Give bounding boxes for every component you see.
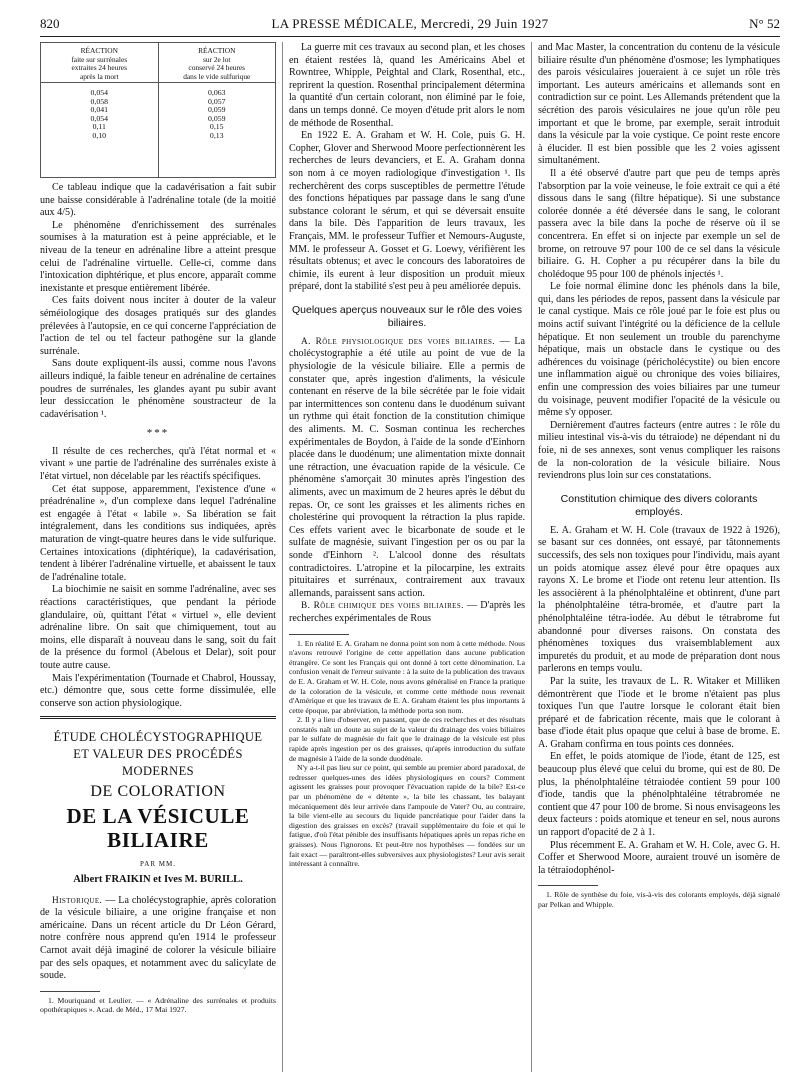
- table-values-right: [159, 83, 276, 141]
- table-cell: 0,041: [90, 105, 109, 115]
- footnote: 1. Rôle de synthèse du foie, vis-à-vis des colorants employés, déjà signalé par Pelkan and Whipple.: [538, 890, 780, 909]
- column-3: [538, 42, 780, 1072]
- article-title-block: [40, 729, 276, 886]
- footnote: 1. Mouriquand et Leulier. — « Adrénaline des surrénales et produits opothérapiques ». Acad. de Méd., 17 Mai 1927.: [40, 995, 276, 1015]
- section-text: — La cholécystographie a été utile au point de vue de la physiologie de la vésicule biliaire. Elle a permis de constater que, après ingestion d'aliments, la vésicule contenant en réserve de la bile sécrétée par le foie vidait par intermittences son contenu dans le duodénum suivant un rythme qui était fonction de la constitution chimique des aliments. M. C. Sosman continua les recherches expérimentales de Boydon, à l'aide de la sonde d'Einhorn placée dans le duodénum; une alimentation mixte donnait une rétraction, une évacuation rapide de la vésicule. Ce phénomène s'amorçait 30 minutes après l'ingestion des aliments, avec un maximum de 2 heures après le début du repas. Or, ce sont les graisses et les aliments riches en cholestérine qui provoquent la rétraction la plus rapide. Ces effets varient avec le bicarbonate de soude et le sulfate de magnésie, suivant l'ingestion per os ou par la sonde d'Einhorn ². L'alcool donne des résultats contradictoires. L'atropine et la pilocarpine, les extraits pituitaires et surrénaux, contrairement aux travaux allemands, paraissent sans action.: [289, 335, 525, 599]
- section-text: — La cholécystographie, après coloration de la vésicule biliaire, a une origine française et non américaine. Dans un récent article du Dr Léon Gérard, notre confrère nous apprend qu'en 1914 le professeur Carnot avait déjà imaginé de colorer la vésicule biliaire par des sels opaques, et notamment avec du salicylate de soude.: [40, 894, 276, 982]
- table-header-left: [41, 43, 158, 83]
- paragraph: En 1922 E. A. Graham et W. H. Cole, puis G. H. Copher, Glover and Sherwood Moore perfectionnèrent les recherches de leurs devanciers, et E. A. Graham donna son nom à ce moyen radiologique d'investigation ¹. Ils recherchèrent des corps susceptibles de permettre l'étude des fonctions hépatiques par passage dans le sang d'une substance colorant le sérum, et qui se déversait ensuite dans la bile. Dès l'apparition de leurs travaux, les Français, MM. le professeur Tuffier et Nemours-Auguste, MM. le professeur A. Gosset et G. Loewy, vérifièrent les résultats obtenus; et avec le concours des laboratoires de chimie, ils eurent à leur disposition un produit mieux préparé, dont la stabilité s'est peu à peu améliorée depuis.: [289, 130, 525, 293]
- paragraph: En effet, le poids atomique de l'iode, étant de 125, est beaucoup plus élevé que celui du brome, qui est de 80. De plus, la phénolphtaléine tétraiodée contient 59 pour 100 d'iode, tandis que la phénolphtaléine tétrabromée ne contient que 47 pour 100 de brome. Si nous envisageons les deux facteurs : poids atomique et teneur en sel, nous aurons un rapport d'opacité de 2 à 1.: [538, 751, 780, 839]
- paragraph: Dernièrement d'autres facteurs (entre autres : le rôle du milieu intestinal vis-à-vis du tétraiode) ne dépendant ni du foie, ni de ses annexes, sont venus compliquer les raisons de la non-coloration de la vésicule biliaire. Nous reviendrons plus loin sur ces constatations.: [538, 419, 780, 482]
- article-authors: Albert FRAIKIN et Ives M. BURILL.: [73, 873, 243, 885]
- paragraph: Il résulte de ces recherches, qu'à l'état normal et « vivant » une partie de l'adrénaline des surrénales existe à l'état virtuel, non décelable par les réactifs spécifiques.: [40, 445, 276, 483]
- column-divider: [282, 42, 283, 1072]
- table-header-line: RÉACTION: [80, 46, 118, 55]
- paragraph: and Mac Master, la concentration du contenu de la vésicule biliaire résulte d'un phénomène d'osmose; les lymphatiques des parois vésiculaires joueraient à ce sujet un rôle très important. Les auteurs américains et allemands sont en contradiction sur ce point. Les Allemands prétendent que la sécrétion des parois vésiculaires ne joue qu'un rôle peu important et que le brome, par exemple, serait introduit dans la vésicule par la voie cystique. Ce point reste encore à élucider. Il est bien possible que les 2 voies agissent simultanément.: [538, 42, 780, 167]
- columns: [40, 42, 780, 1072]
- table-cell: 0,063: [207, 88, 226, 97]
- table-values-left: [41, 83, 158, 141]
- table-header-line: conservé 24 heures: [188, 63, 246, 73]
- footnote: 2. Il y a lieu d'observer, en passant, que de ces recherches et des résultats constatés naît un doute au sujet de la valeur du drainage des voies biliaires par le sulfate de magnésie du fait que le drainage de la vésicule est plus rapide après ingestion per os des graisses, qu'après introduction du sulfate de magnésie à l'aide de la sonde duodénale.: [289, 715, 525, 763]
- paragraph: Par la suite, les travaux de L. R. Witaker et Milliken démontrèrent que l'iode et le brome n'étaient pas plus toxiques l'un que l'autre lorsque le colorant était bien préparé et de fabrication récente, mais que le colorant à base d'iode était plus opaque que celui à base de brome. E. A. Graham confirma en tous points ces données.: [538, 675, 780, 750]
- paragraph: [289, 600, 525, 625]
- footnote-rule: [40, 991, 100, 992]
- footnote-rule: [538, 885, 598, 886]
- paragraph: Ce tableau indique que la cadavérisation a fait subir une baisse considérable à l'adrénaline totale (de la moitié aux 4/5).: [40, 182, 276, 219]
- section-heading: Quelques aperçus nouveaux sur le rôle des voies biliaires.: [292, 303, 522, 329]
- adrenaline-table: [40, 42, 276, 178]
- paragraph: La biochimie ne saisit en somme l'adrénaline, avec ses réactions caractéristiques, que pendant la période glandulaire, où, quittant l'état « virtuel », elle devient adrénaline libre. On sait que chimiquement, tout au moins, elle disparaît à nouveau dans le sang, soit du fait de la présence du formol (Abelous et Delar), soit pour toute autre cause.: [40, 584, 276, 671]
- article-title-line: ÉTUDE CHOLÉCYSTOGRAPHIQUE: [53, 730, 263, 745]
- paragraph: [289, 336, 525, 600]
- journal-title: LA PRESSE MÉDICALE, Mercredi, 29 Juin 1927: [271, 16, 549, 31]
- section-label: B. Rôle chimique des voies biliaires.: [301, 601, 464, 612]
- paragraph: Cet état suppose, apparemment, l'existence d'une « préadrénaline », d'un complexe dans lequel l'adrénaline est engagée à l'état « labile ». Sa libération se fait intégralement, dans les conditions sus indiquées, après maturation de vingt-quatre heures dans le vide sulfurique. Certaines intoxications (diphtérique), la cadavérisation, tendent à libérer l'adrénaline virtuelle, et abaissent le taux de l'adrénaline totale.: [40, 483, 276, 583]
- asterism: ***: [146, 427, 170, 440]
- page-number: 820: [40, 16, 60, 31]
- column-divider: [531, 42, 532, 1072]
- article-title-line: ET VALEUR DES PROCÉDÉS MODERNES: [73, 747, 243, 779]
- paragraph: [40, 895, 276, 983]
- table-column-right: [158, 43, 276, 177]
- article-separator: [40, 716, 276, 719]
- table-cell: 0,054: [90, 88, 109, 97]
- paragraph: Ces faits doivent nous inciter à douter de la valeur séméiologique des dosages pratiqués sur des glandes prélevées à l'autopsie, en ce qui concerne l'appréciation de l'action de tel ou tel facteur pathogène sur la glande surrénale.: [40, 295, 276, 357]
- footnote: 1. En réalité E. A. Graham ne donna point son nom à cette méthode. Nous n'avons retrouvé l'origine de cette appellation dans aucune publication étrangère. Ce sont les Français qui ont donné à tort cette dénomination. La confusion venait de l'erreur suivante : à la suite de la publication des travaux de E. A. Graham et W. H. Cole, nous avons généralisé en France la pratique de la coloration de la vésicule, et comme cette méthode nous revenait d'Amérique et que les travaux de E. A. Graham étaient les plus importants à cette époque, par abréviation, la méthode porta son nom.: [289, 638, 525, 715]
- table-cell: 0,057: [207, 96, 226, 106]
- paragraph: Sans doute expliquent-ils aussi, comme nous l'avons ailleurs indiqué, la faible teneur en adrénaline de certaines poudres de surrénales, les glandes ayant pu subir avant leur dessiccation le phénomène soustracteur de la cadavérisation ¹.: [40, 358, 276, 420]
- table-cell: 0,058: [90, 96, 109, 106]
- table-header-right: [159, 43, 276, 83]
- paragraph: Le foie normal élimine donc les phénols dans la bile, qui, dans les périodes de repos, passent dans la vésicule par le canal cystique. Mais ce rôle joué par le foie est plus ou moins actif suivant l'intégrité ou la déficience de la cellule hépatique. Et non seulement un trouble du parenchyme hépatique, mais un obstacle dans le cystique ou des adhérences du voisinage (péricholécystite) ou bien encore une inflammation aiguë ou chronique des voies biliaires, enfin une compression des voies biliaires par une tumeur du voisinage, peuvent modifier l'opacité de la vésicule ou même s'y opposer.: [538, 281, 780, 419]
- paragraph: E. A. Graham et W. H. Cole (travaux de 1922 à 1926), se basant sur ces données, ont essayé, par tâtonnements successifs, des sels non toxiques pour l'individu, mais ayant un poids atomique assez élevé pour être opaques aux rayons X. Le brome et l'iode ont retenu leur attention. Ils les associèrent à la phénolphtaléine et obtinrent, d'une part la phénolphtaléine tétra-bromée, et d'autre part la phénolphtaléine tétra-iodée. Au début le tétrabrome fut abandonné pour diverses raisons. On constata des phénomènes toxiques dus vraisemblablement aux impuretés du produit, et au mode de préparation dont nous parlerons en temps voulu.: [538, 524, 780, 675]
- table-header-line: extraites 24 heures: [71, 63, 127, 73]
- table-cell: 0,15: [209, 122, 224, 132]
- page-header: [40, 14, 780, 37]
- table-header-line: dans le vide sulfurique: [183, 71, 251, 81]
- table-cell: 0,10: [92, 130, 107, 140]
- table-cell: 0,11: [92, 122, 106, 132]
- article-title-line: DE COLORATION: [90, 783, 226, 801]
- table-column-left: [41, 43, 158, 177]
- section-text: — D'après les recherches expérimentales de Rous: [289, 600, 525, 624]
- section-label: A. Rôle physiologique des voies biliaires.: [301, 336, 496, 347]
- article-title-line: DE LA VÉSICULE BILIAIRE: [66, 804, 250, 853]
- paragraph: Plus récemment E. A. Graham et W. H. Cole, avec G. H. Coffer et Sherwood Moore, auraient trouvé un isomère de la tétraiodophénol-: [538, 839, 780, 876]
- page: [40, 14, 780, 1074]
- table-cell: 0,059: [207, 105, 226, 115]
- table-header-line: après la mort: [79, 71, 119, 81]
- table-header-line: sur 2e lot: [202, 54, 231, 64]
- section-heading: Constitution chimique des divers colorants employés.: [560, 492, 758, 518]
- issue-number: N° 52: [749, 16, 780, 31]
- byline-label: PAR MM.: [140, 860, 176, 869]
- column-1: [40, 42, 276, 1072]
- paragraph: Il a été observé d'autre part que peu de temps après l'absorption par la voie veineuse, le foie extrait ce qui a été dissous dans le sang (filtre hépatique). Si une substance colorée donnée a été déversée dans le sang, le colorant passera avec la bile dans la poche de réserve où il se concentrera. En effet si on injecte par exemple un sel de brome, on retrouve 97 pour 100 de ce sel dans la vésicule biliaire. G. H. Copher a pu récupérer dans la bile du cholédoque 95 pour 100 de phénols injectés ¹.: [538, 167, 780, 280]
- paragraph: Mais l'expérimentation (Tournade et Chabrol, Houssay, etc.) démontre que, sous cette forme dissimulée, elle conserve son action physiologique.: [40, 672, 276, 709]
- table-cell: 0,059: [207, 113, 226, 123]
- column-2: [289, 42, 525, 1072]
- table-header-line: faite sur surrénales: [71, 54, 128, 64]
- table-cell: 0,054: [90, 113, 109, 123]
- paragraph: La guerre mit ces travaux au second plan, et les choses en étaient restées là, quand les Américains Abel et Rowntree, Whipple, Peightal and Clark, Rosenthal, etc., reprirent la question. Rosenthal principalement détermina la quantité d'un certain colorant, non éliminé par le foie, dans un temps donné. Ce moyen d'étude prit alors le nom de méthode de Rosenthal.: [289, 42, 525, 129]
- paragraph: Le phénomène d'enrichissement des surrénales soumises à la maturation est à peine appréciable, et le niveau de la teneur en adrénaline libre a atteint presque celui de l'adrénaline virtuelle. Celle-ci, comme dans l'intoxication diphtérique, et plus encore, apparaît comme inexistante et presque entièrement libérée.: [40, 219, 276, 294]
- section-label: Historique.: [52, 895, 103, 906]
- footnote-rule: [289, 634, 349, 635]
- table-header-line: RÉACTION: [198, 46, 236, 55]
- footnote: N'y a-t-il pas lieu sur ce point, qui semble au premier abord paradoxal, de redresser quelques-unes des idées physiologiques en cours? Comment agissent les graisses pour provoquer l'évacuation rapide de la bile? Est-ce par un phénomène de « détente », la bile les chassant, les balayant mécaniquement dès leur arrivée dans l'ampoule de Vater? Ou, au contraire, la bile vient-elle au secours du liquide pancréatique pour l'aider dans la digestion des graisses en excès? (travail supplémentaire du foie et qui le fatigue, d'où l'état pénible des insuffisants hépatiques après un repas riche en graisses). Nous l'ignorons. Et peut-être nos hypothèses — fondées sur un fait exact — paraîtront-elles subversives aux physiologistes? Leur avis serait intéressant à connaître.: [289, 763, 525, 869]
- table-cell: 0,13: [209, 130, 224, 140]
